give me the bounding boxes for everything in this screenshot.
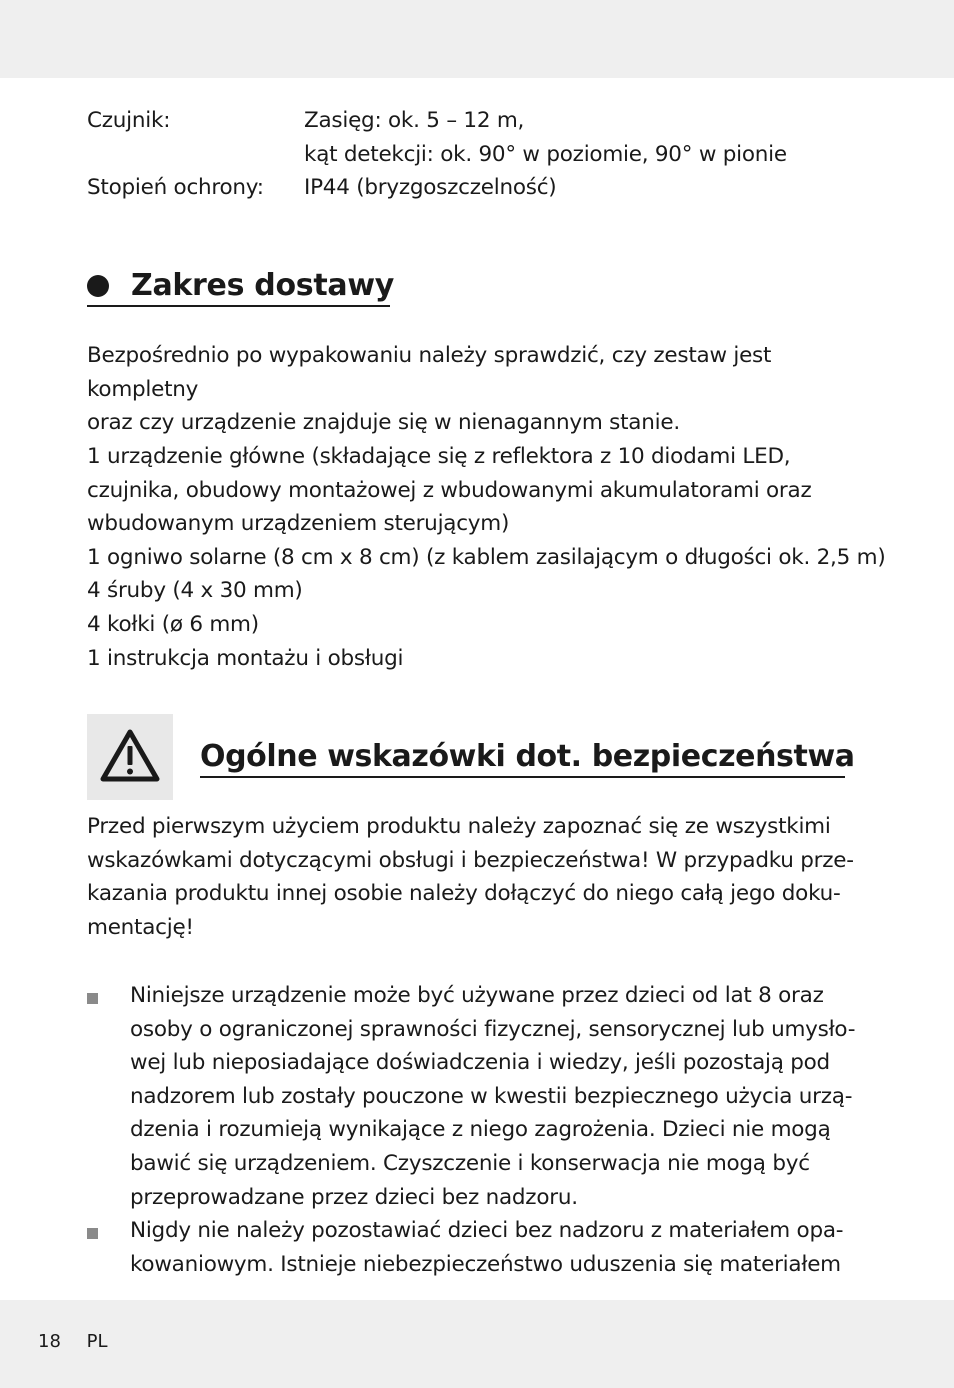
- heading-underline: [87, 305, 390, 307]
- page-number: 18: [38, 1331, 61, 1352]
- text-line: Niniejsze urządzenie może być używane przez dzieci od lat 8 oraz: [130, 983, 824, 1008]
- spec-value: [304, 171, 887, 205]
- text-line: Przed pierwszym użyciem produktu należy zapoznać się ze wszystkimi: [87, 814, 831, 839]
- spec-label: Stopień ochrony:: [87, 175, 264, 201]
- list-item: [87, 574, 887, 608]
- text-line: 4 kołki (ø 6 mm): [87, 611, 259, 637]
- heading-text: Zakres dostawy: [131, 268, 394, 303]
- section-heading-delivery: [87, 266, 394, 306]
- spec-row: [87, 104, 887, 171]
- list-item: [87, 440, 887, 541]
- text-line: wbudowanym urządzeniem sterującym): [87, 511, 510, 537]
- delivery-list: [87, 440, 887, 675]
- text-line: wej lub nieposiadające doświadczenia i wiedzy, jeśli pozostają pod: [130, 1050, 830, 1076]
- text-line: dzenia i rozumieją wynikające z niego zagrożenia. Dzieci nie mogą: [130, 1117, 831, 1143]
- spec-value: [304, 104, 887, 171]
- text-line: przeprowadzane przez dzieci bez nadzoru.: [130, 1184, 578, 1210]
- text-line: 1 urządzenie główne (składające się z reflektora z 10 diodami LED,: [87, 444, 791, 469]
- warning-triangle-icon: [97, 726, 163, 786]
- text-line: Bezpośrednio po wypakowaniu należy sprawdzić, czy zestaw jest kompletny: [87, 343, 772, 402]
- list-item: [87, 608, 887, 642]
- text-line: bawić się urządzeniem. Czyszczenie i konserwacja nie mogą być: [130, 1150, 810, 1176]
- text-line: 4 śruby (4 x 30 mm): [87, 578, 303, 604]
- page-footer: [38, 1330, 128, 1354]
- bullet-item: [87, 1214, 877, 1281]
- language-code: PL: [86, 1331, 108, 1352]
- text-line: nadzorem lub zostały pouczone w kwestii bezpiecznego użycia urzą-: [130, 1083, 853, 1109]
- spec-value-line: Zasięg: ok. 5 – 12 m,: [304, 108, 525, 133]
- warning-box: [87, 714, 173, 800]
- spec-value-line: kąt detekcji: ok. 90° w poziomie, 90° w pionie: [304, 141, 787, 167]
- list-item: [87, 642, 887, 676]
- spec-value-line: IP44 (bryzgoszczelność): [304, 175, 557, 201]
- text-line: 1 ogniwo solarne (8 cm x 8 cm) (z kablem zasilającym o długości ok. 2,5 m): [87, 544, 886, 570]
- top-band: [0, 0, 954, 78]
- text-line: wskazówkami dotyczącymi obsługi i bezpieczeństwa! W przypadku prze-: [87, 847, 854, 873]
- heading-underline: [200, 776, 845, 778]
- delivery-intro: [87, 339, 877, 440]
- section-heading-safety: Ogólne wskazówki dot. bezpieczeństwa: [200, 739, 855, 774]
- spec-label: Czujnik:: [87, 108, 171, 133]
- square-bullet-icon: [87, 1228, 98, 1239]
- heading-bullet-icon: [87, 275, 109, 297]
- text-line: osoby o ograniczonej sprawności fizycznej, sensorycznej lub umysło-: [130, 1016, 856, 1042]
- safety-intro: [87, 810, 877, 944]
- spec-table: [87, 104, 887, 205]
- text-line: Nigdy nie należy pozostawiać dzieci bez nadzoru z materiałem opa-: [130, 1218, 844, 1244]
- text-line: czujnika, obudowy montażowej z wbudowanymi akumulatorami oraz: [87, 477, 812, 503]
- text-line: mentację!: [87, 914, 194, 940]
- bottom-band: [0, 1300, 954, 1388]
- text-line: 1 instrukcja montażu i obsługi: [87, 645, 404, 671]
- square-bullet-icon: [87, 993, 98, 1004]
- bullet-item: [87, 979, 877, 1214]
- list-item: [87, 541, 887, 575]
- spec-row: [87, 171, 887, 205]
- text-line: kazania produktu innej osobie należy dołączyć do niego całą jego doku-: [87, 881, 841, 907]
- text-line: oraz czy urządzenie znajduje się w nienagannym stanie.: [87, 410, 680, 436]
- safety-bullet-list: [87, 979, 877, 1281]
- text-line: kowaniowym. Istnieje niebezpieczeństwo uduszenia się materiałem: [130, 1251, 841, 1277]
